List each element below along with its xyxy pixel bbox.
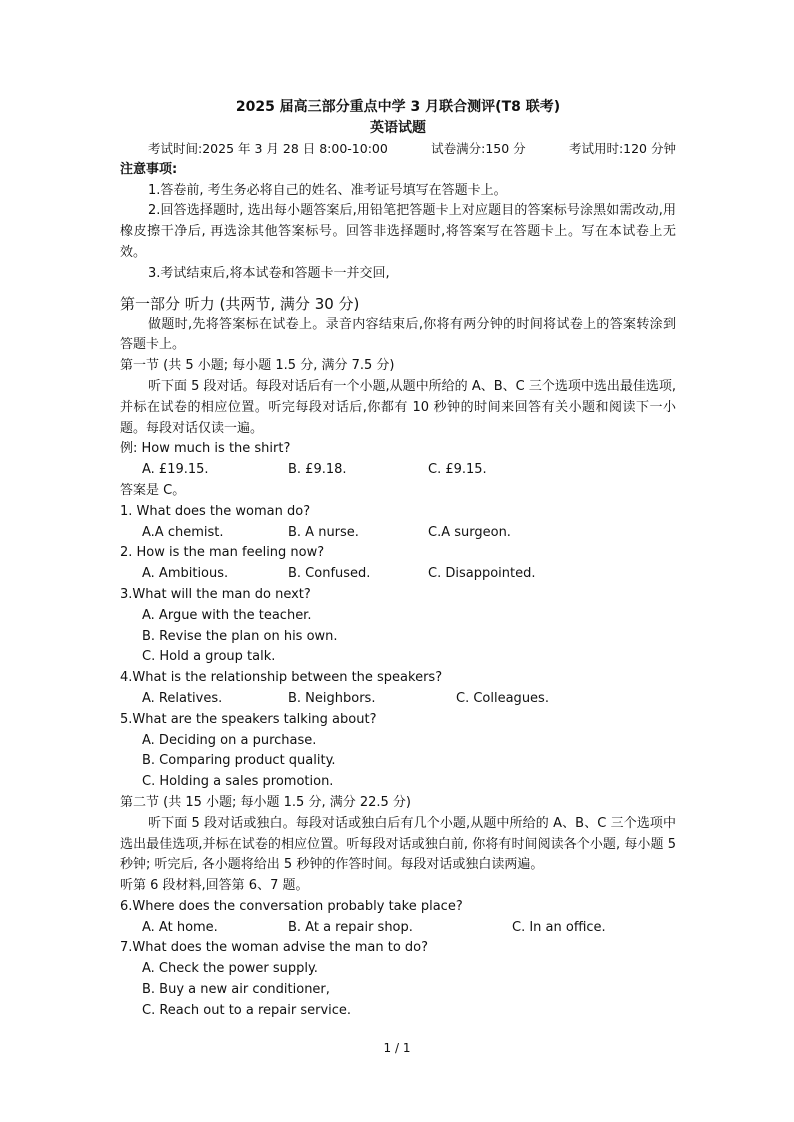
- option-c: C. Colleagues.: [456, 690, 549, 706]
- option-c: C. Hold a group talk.: [142, 649, 276, 665]
- question-3: 3.What will the man do next?: [120, 586, 311, 602]
- question-1-options: [120, 523, 676, 544]
- option-b: B. Neighbors.: [288, 690, 376, 706]
- option-a: A. Ambitious.: [142, 566, 229, 582]
- duration: 考试用时:120 分钟: [568, 141, 676, 156]
- section1-instructions: 听下面 5 段对话。每段对话后有一个小题,从题中所给的 A、B、C 三个选项中选出最佳选项,并标在试卷的相应位置。听完每段对话后,你都有 10 秒钟的时间来回答有关小题和阅读下一小题。每段对话仅读一遍。: [120, 378, 676, 436]
- notice-item: 2.回答选择题时, 选出每小题答案后,用铅笔把答题卡上对应题目的答案标号涂黑如需改动,用橡皮擦干净后, 再选涂其他答案标号。回答非选择题时,将答案写在答题卡上。写在本试卷上无效。: [120, 203, 676, 260]
- exam-subtitle: 英语试题: [370, 120, 426, 136]
- option-a: A. At home.: [142, 919, 218, 935]
- question-6: 6.Where does the conversation probably take place?: [120, 898, 463, 914]
- notice-item: 1.答卷前, 考生务必将自己的姓名、准考证号填写在答题卡上。: [148, 182, 507, 198]
- section2-instructions: 听下面 5 段对话或独白。每段对话或独白后有几个小题,从题中所给的 A、B、C 三个选项中选出最佳选项,并标在试卷的相应位置。听每段对话或独白前, 你将有时间阅读各个小题, 每小题 5 秒钟; 听完后, 各小题将给出 5 秒钟的作答时间。每段对话或独白读两遍。: [120, 815, 676, 873]
- exam-content: [120, 97, 676, 1022]
- exam-meta: [120, 139, 676, 160]
- question-4: 4.What is the relationship between the speakers?: [120, 670, 443, 686]
- option-c: C. Holding a sales promotion.: [142, 774, 334, 790]
- question-6-options: [120, 918, 676, 939]
- question-1: 1. What does the woman do?: [120, 503, 311, 519]
- option-a: A.A chemist.: [142, 524, 224, 540]
- example-answer: 答案是 C。: [120, 482, 186, 498]
- part1-heading: 第一部分 听力 (共两节, 满分 30 分): [120, 294, 360, 313]
- question-4-options: [120, 689, 676, 710]
- question-7: 7.What does the woman advise the man to do?: [120, 940, 429, 956]
- option-b: B. Comparing product quality.: [142, 753, 336, 769]
- option-a: A. Deciding on a purchase.: [142, 732, 317, 748]
- option-c: C. Reach out to a repair service.: [142, 1002, 352, 1018]
- option-a: A. Argue with the teacher.: [142, 607, 312, 623]
- option-a: A. £19.15.: [142, 462, 209, 478]
- option-c: C. £9.15.: [428, 462, 487, 478]
- option-b: B. At a repair shop.: [288, 919, 413, 935]
- question-5: 5.What are the speakers talking about?: [120, 711, 377, 727]
- part1-intro: 做题时,先将答案标在试卷上。录音内容结束后,你将有两分钟的时间将试卷上的答案转涂到答题卡上。: [120, 316, 676, 353]
- option-c: C.A surgeon.: [428, 524, 511, 540]
- option-a: A. Check the power supply.: [142, 961, 318, 977]
- option-b: B. A nurse.: [288, 524, 359, 540]
- question-2: 2. How is the man feeling now?: [120, 545, 325, 561]
- option-b: B. Revise the plan on his own.: [142, 628, 338, 644]
- question-2-options: [120, 564, 676, 585]
- notice-heading: 注意事项:: [120, 161, 178, 177]
- page-number: 1 / 1: [383, 1041, 411, 1055]
- exam-title: 2025 届高三部分重点中学 3 月联合测评(T8 联考): [235, 99, 561, 115]
- example-question: 例: How much is the shirt?: [120, 441, 291, 457]
- material-note: 听第 6 段材料,回答第 6、7 题。: [120, 878, 309, 894]
- section1-heading: 第一节 (共 5 小题; 每小题 1.5 分, 满分 7.5 分): [120, 358, 395, 374]
- option-b: B. Confused.: [288, 566, 371, 582]
- option-c: C. Disappointed.: [428, 566, 536, 582]
- option-a: A. Relatives.: [142, 690, 223, 706]
- full-score: 试卷满分:150 分: [431, 141, 526, 156]
- option-b: B. £9.18.: [288, 462, 347, 478]
- option-c: C. In an office.: [512, 919, 606, 935]
- exam-time: 考试时间:2025 年 3 月 28 日 8:00-10:00: [148, 141, 388, 156]
- section2-heading: 第二节 (共 15 小题; 每小题 1.5 分, 满分 22.5 分): [120, 794, 412, 810]
- option-b: B. Buy a new air conditioner,: [142, 982, 330, 998]
- example-options: [120, 460, 676, 481]
- notice-item: 3.考试结束后,将本试卷和答题卡一并交回,: [148, 265, 390, 281]
